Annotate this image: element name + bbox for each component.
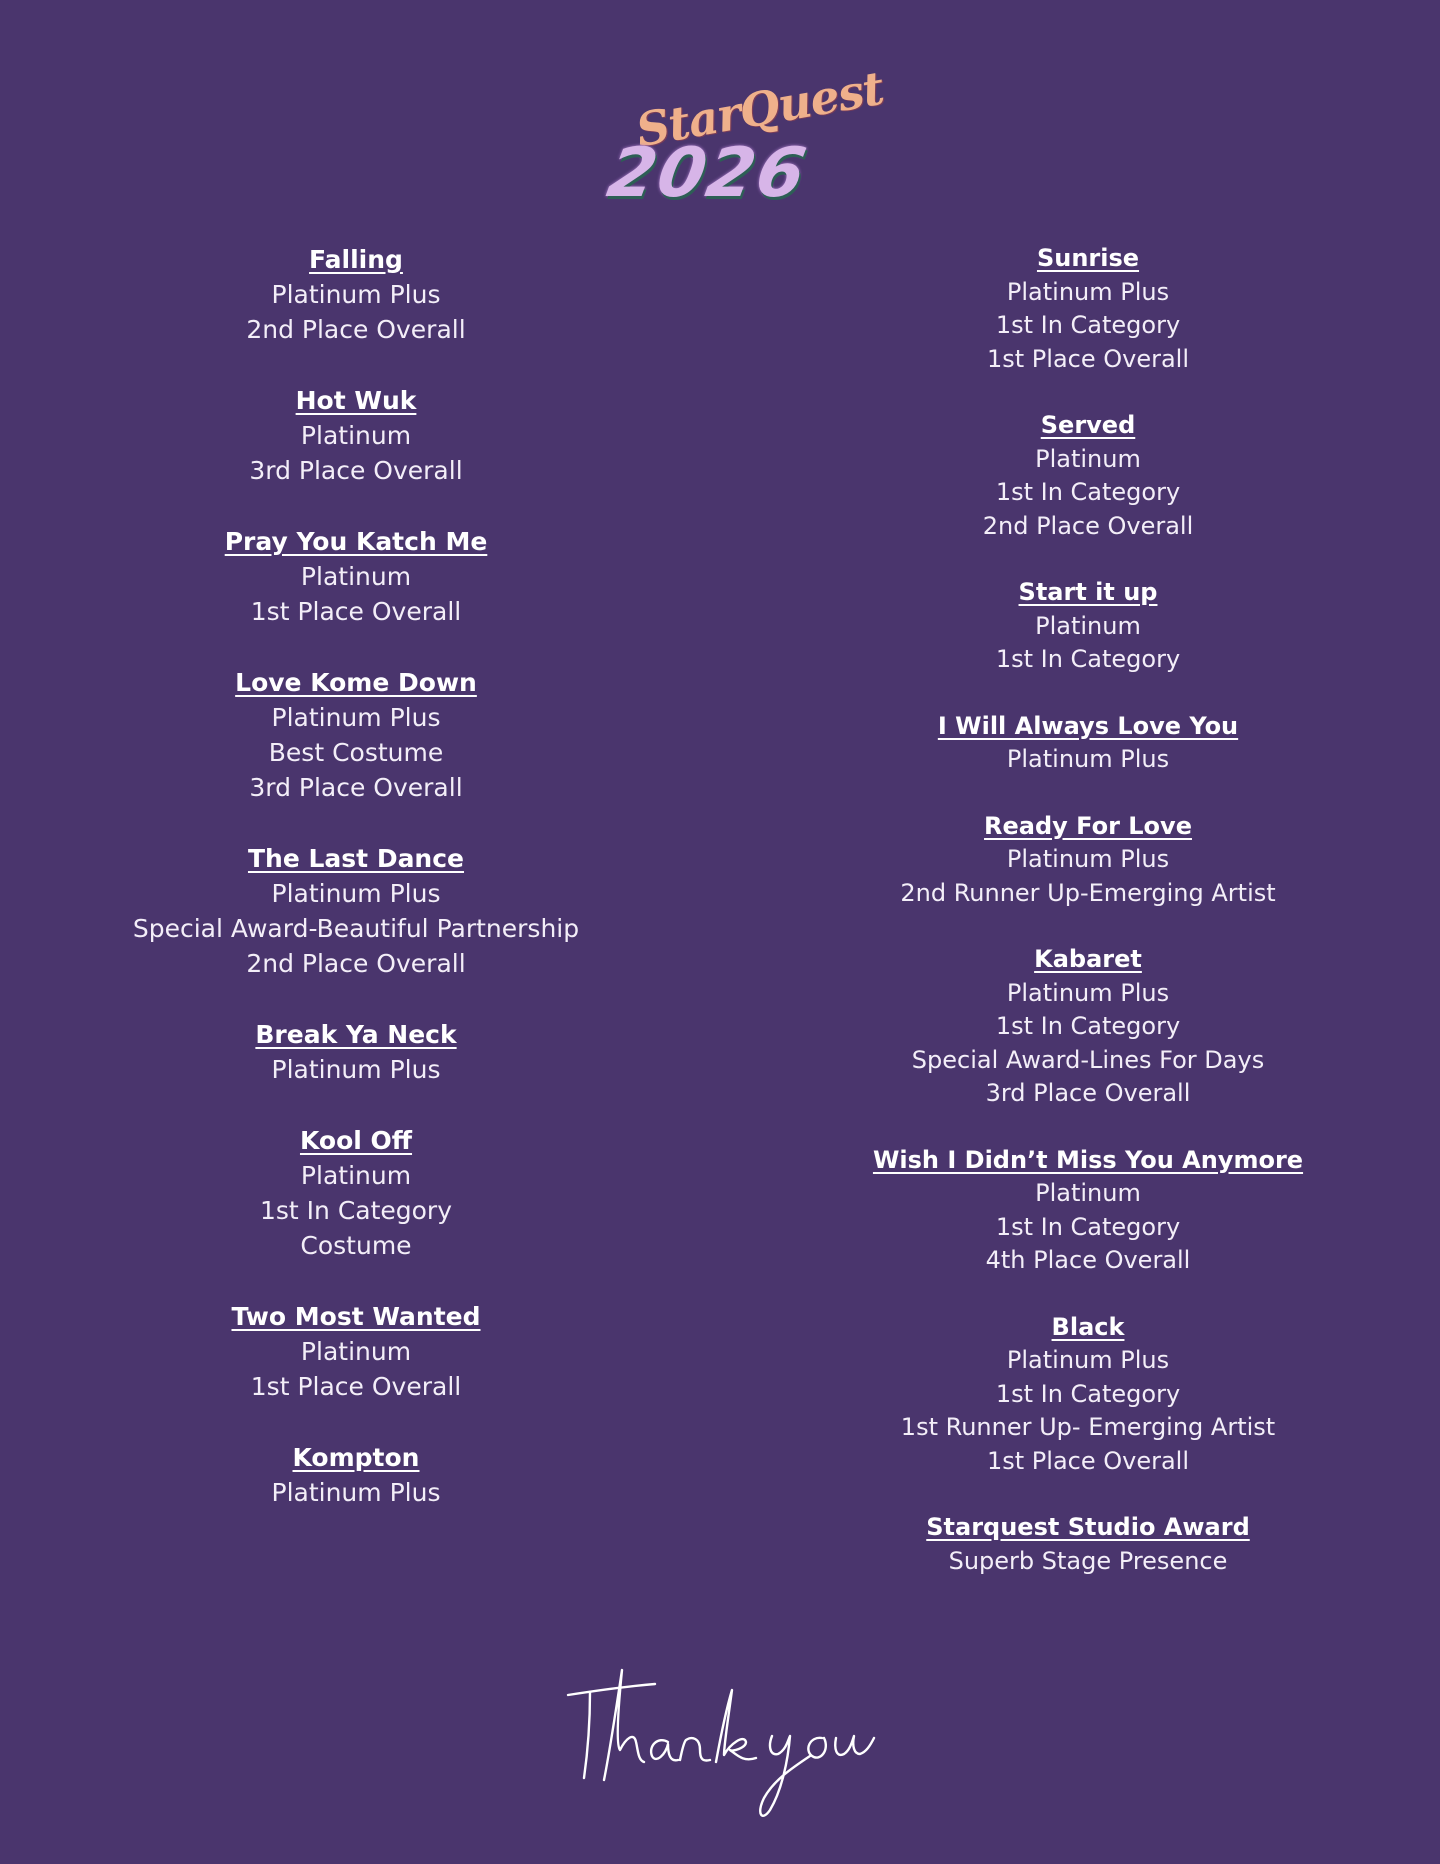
award-line: 1st In Category: [995, 1379, 1181, 1408]
routine-title: Sunrise: [1036, 244, 1140, 272]
award-line: Superb Stage Presence: [948, 1546, 1228, 1575]
thank-you-signature: [560, 1650, 880, 1830]
award-line: Best Costume: [268, 738, 444, 767]
result-entry: [76, 1017, 636, 1087]
award-line: 1st In Category: [995, 1212, 1181, 1241]
award-line: 2nd Runner Up-Emerging Artist: [900, 878, 1276, 907]
result-entry: [76, 524, 636, 629]
award-line: 1st In Category: [995, 645, 1181, 673]
result-entry: [808, 943, 1368, 1111]
award-line: 3rd Place Overall: [249, 773, 463, 802]
award-line: Platinum Plus: [1006, 978, 1170, 1007]
routine-title: Break Ya Neck: [255, 1020, 457, 1049]
result-entry: [76, 1123, 636, 1263]
result-entry: [808, 242, 1368, 376]
result-entry: [76, 665, 636, 805]
result-entry: [76, 841, 636, 981]
award-line: Special Award-Beautiful Partnership: [132, 914, 580, 943]
award-line: Costume: [300, 1231, 412, 1260]
routine-title: Two Most Wanted: [231, 1302, 481, 1331]
award-line: 2nd Place Overall: [246, 315, 466, 344]
result-entry: [76, 1440, 636, 1510]
award-line: 1st In Category: [259, 1196, 453, 1225]
award-line: 2nd Place Overall: [982, 511, 1194, 540]
routine-title: Kool Off: [299, 1126, 413, 1155]
award-line: Platinum Plus: [271, 1478, 441, 1507]
result-entry: [808, 1144, 1368, 1278]
award-line: 1st In Category: [995, 478, 1181, 506]
award-line: 1st Place Overall: [250, 1372, 462, 1401]
award-line: Platinum Plus: [1006, 277, 1170, 306]
routine-title: Wish I Didn’t Miss You Anymore: [872, 1145, 1304, 1174]
award-line: 1st Runner Up- Emerging Artist: [900, 1413, 1276, 1441]
award-line: Platinum: [300, 1161, 412, 1190]
result-entry: [808, 576, 1368, 677]
routine-title: Served: [1040, 411, 1136, 439]
routine-title: Kabaret: [1034, 945, 1142, 973]
award-line: 1st In Category: [995, 311, 1181, 339]
award-line: Platinum Plus: [271, 703, 441, 732]
result-entry: [808, 810, 1368, 911]
award-line: Platinum: [1035, 611, 1141, 640]
routine-title: Kompton: [292, 1443, 420, 1472]
award-line: 1st Place Overall: [250, 597, 462, 626]
award-line: 1st Place Overall: [986, 1446, 1190, 1475]
routine-title: Falling: [309, 245, 403, 274]
award-line: 2nd Place Overall: [246, 949, 466, 978]
award-line: 3rd Place Overall: [249, 456, 463, 485]
result-entry: [76, 242, 636, 347]
thank-you-script-image: [560, 1650, 880, 1830]
left-results-column: [76, 242, 636, 1546]
award-line: 1st Place Overall: [986, 344, 1190, 373]
award-line: Platinum: [300, 1337, 412, 1366]
award-line: 1st In Category: [995, 1012, 1181, 1040]
award-line: Special Award-Lines For Days: [911, 1045, 1265, 1074]
award-line: 4th Place Overall: [985, 1246, 1191, 1274]
result-entry: [76, 383, 636, 488]
award-line: 3rd Place Overall: [985, 1079, 1191, 1107]
logo-year-text: 2026: [602, 134, 814, 213]
routine-title: I Will Always Love You: [937, 711, 1239, 740]
award-line: Platinum: [300, 421, 412, 450]
award-line: Platinum Plus: [1006, 845, 1170, 873]
routine-title: Hot Wuk: [295, 386, 417, 415]
award-line: Platinum Plus: [271, 280, 441, 309]
routine-title: Pray You Katch Me: [224, 527, 488, 556]
award-line: Platinum: [1035, 1179, 1141, 1207]
routine-title: Love Kome Down: [235, 668, 477, 697]
award-line: Platinum Plus: [271, 879, 441, 908]
routine-title: Start it up: [1018, 578, 1158, 606]
result-entry: [808, 710, 1368, 777]
starquest-logo: [595, 60, 888, 220]
logo-script-text: StarQuest: [632, 60, 888, 158]
result-entry: [76, 1299, 636, 1404]
routine-title: Ready For Love: [984, 811, 1192, 840]
award-line: Platinum Plus: [1006, 745, 1170, 773]
right-results-column: [808, 242, 1368, 1611]
award-line: Platinum: [300, 562, 412, 591]
routine-title: Starquest Studio Award: [926, 1513, 1250, 1541]
award-line: Platinum: [1035, 444, 1141, 473]
routine-title: The Last Dance: [247, 844, 465, 873]
award-line: Platinum Plus: [271, 1055, 441, 1084]
result-entry: [808, 1311, 1368, 1479]
result-entry: [808, 1511, 1368, 1578]
routine-title: Black: [1051, 1312, 1125, 1341]
result-entry: [808, 409, 1368, 543]
award-line: Platinum Plus: [1006, 1346, 1170, 1374]
